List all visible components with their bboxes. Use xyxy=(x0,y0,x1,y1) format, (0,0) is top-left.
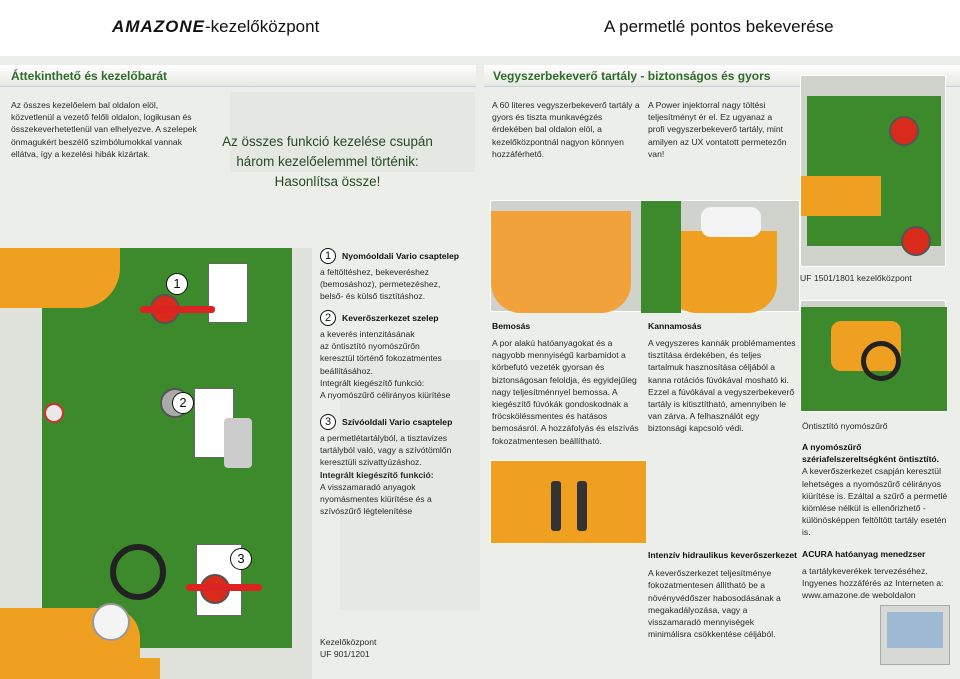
hydraulic-title: Intenzív hidraulikus keverőszerkezet xyxy=(648,550,798,560)
item-3 xyxy=(320,414,490,517)
item-2-line: keresztül történő fokozatmentes xyxy=(320,353,442,364)
item-2-line: beállításához. xyxy=(320,365,374,376)
photo-caption-line-1: Kezelőközpont xyxy=(320,637,377,647)
item-1-number: 1 xyxy=(320,248,336,264)
slogan-line-1: Az összes funkció kezelése csupán xyxy=(222,134,433,149)
item-3-line: nyomásmentes kiürítése és a xyxy=(320,494,432,505)
bemosas-title: Bemosás xyxy=(492,321,531,331)
item-2 xyxy=(320,310,490,401)
uf-caption: UF 1501/1801 kezelőközpont xyxy=(800,273,912,283)
acura-title: ACURA hatóanyag menedzser xyxy=(802,549,926,559)
item-3-extra-title: Integrált kiegészítő funkció: xyxy=(320,469,434,480)
item-2-line: az öntisztító nyomószűrőn xyxy=(320,341,420,352)
hydraulic-text: A keverőszerkezet teljesítménye fokozatmentesen állítható be a növényvédőszer habosodásának a megakadályozása, vagy a visszamaradó mennyiségek minimálisra csökkentése céljából. xyxy=(648,568,781,640)
mixer-tank-text: A 60 literes vegyszerbekeverő tartály a gyors és tiszta munkavégzés érdekében bal oldalon elöl, a kezelőközpontnál nagyon könnyen hozzáférhető. xyxy=(492,100,640,159)
item-3-line: szívószűrő légtelenítése xyxy=(320,506,413,517)
computer-monitor xyxy=(880,605,950,665)
slogan xyxy=(200,132,455,192)
item-2-line: A nyomószűrő célirányos kiürítése xyxy=(320,390,451,401)
item-1 xyxy=(320,248,490,303)
left-section-band xyxy=(0,65,476,87)
gloved-hand xyxy=(701,207,761,237)
kannamosas-block xyxy=(648,321,798,435)
item-1-body xyxy=(320,266,490,303)
item-2-line: Integrált kiegészítő funkció: xyxy=(320,377,425,388)
right-section-title: Vegyszerbekeverő tartály - biztonságos és gyors xyxy=(493,69,771,83)
intro-text: Az összes kezelőelem bal oldalon elöl, közvetlenül a vezető felőli oldalon, logikusan és összekeverhetetlenül van elhelyezve. A szelepek önmagukért beszélő szimbólumokkal vannak ellátva, így a kezelési hibák kizártak. xyxy=(11,100,197,159)
uf-valve-1 xyxy=(889,116,919,146)
power-injector-text: A Power injektorral nagy töltési teljesítményt ér el. Ez ugyanaz a profi vegyszerbekeverő tartály, mint amilyen az UX vontatott permetezőn van! xyxy=(648,100,787,159)
item-3-line: A visszamaradó anyagok xyxy=(320,481,416,492)
wheel xyxy=(92,603,130,641)
item-3-title: Szívóoldali Vario csaptelep xyxy=(342,417,453,427)
item-3-line: tartályból való, vagy a szívótömlőn xyxy=(320,445,452,456)
filter-photo xyxy=(800,300,946,412)
filter-caption: Öntisztító nyomószűrő xyxy=(802,421,888,431)
filter-text: A keverőszerkezet csapján keresztül lehetséges a nyomószűrő célirányos kiürítése is. Ezáltal a szűrő a permetlé kiömlése nélkül is ellenőrizhető - különösképpen feltöltött tartály esetén is. xyxy=(802,466,948,538)
hydraulic-photo xyxy=(490,460,645,542)
filter-block xyxy=(802,441,952,539)
filter-cap xyxy=(224,418,252,468)
item-1-line: belső- és külső tisztításhoz. xyxy=(320,291,426,302)
item-3-line: a permetlétartályból, a tisztavizes xyxy=(320,433,448,443)
brand-title xyxy=(112,17,319,37)
monitor-screen xyxy=(887,612,943,648)
kannamosas-title: Kannamosás xyxy=(648,321,702,331)
bemosas-text: A por alakú hatóanyagokat és a nagyobb mennyiségű karbamidot a körbefutó vezeték gyorsan és biztonságosan feloldja, és egyidejűleg nagy teljesítménnyel bemossa. A kiegészítő fúvókák gondoskodnak a fröcsköléssmentes és hatásos bemosásról. A hozzáfolyás és elszívás fokozatmentesen beállítható. xyxy=(492,338,639,446)
mixer-frame xyxy=(641,201,681,313)
marker-1: 1 xyxy=(166,273,188,295)
valve-label-plate-1 xyxy=(208,263,248,323)
mixer-tank-open xyxy=(491,211,631,313)
uf-machine-photo xyxy=(800,75,946,267)
item-2-number: 2 xyxy=(320,310,336,326)
bemosas-block xyxy=(492,321,642,447)
valve-1-handle[interactable] xyxy=(140,306,215,313)
mixer-nozzle xyxy=(551,481,561,531)
slogan-line-2: három kezelőelemmel történik: xyxy=(236,154,419,169)
marker-3: 3 xyxy=(230,548,252,570)
hydraulic-block xyxy=(648,549,798,640)
item-1-line: (bemosáshoz), permetezéshez, xyxy=(320,279,441,290)
photo-caption xyxy=(320,636,440,660)
item-3-line: keresztüli szivattyúzáshoz. xyxy=(320,457,422,468)
filter-hose xyxy=(861,341,901,381)
item-3-number: 3 xyxy=(320,414,336,430)
uf-orange-tank xyxy=(801,176,881,216)
slogan-line-3: Hasonlítsa össze! xyxy=(274,174,381,189)
uf-valve-2 xyxy=(901,226,931,256)
tank-interior xyxy=(491,461,646,543)
brand-suffix: -kezelőközpont xyxy=(204,17,320,36)
amazone-logo: AMAZONE xyxy=(112,17,205,36)
mixer-nozzle xyxy=(577,481,587,531)
left-section-title: Áttekinthető és kezelőbarát xyxy=(11,69,168,83)
control-center-photo xyxy=(0,248,312,679)
marker-2: 2 xyxy=(172,392,194,414)
mixer-photo xyxy=(490,200,800,312)
page-title: A permetlé pontos bekeverése xyxy=(604,17,834,36)
acura-text: a tartálykeverékek tervezéséhez. Ingyenes hozzáférés az Interneten a: www.amazone.de weboldalon xyxy=(802,566,944,601)
filter-title: A nyomószűrő szériafelszereltségként öntisztító. xyxy=(802,442,940,465)
orange-tank-top xyxy=(0,248,120,308)
kannamosas-text: A vegyszeres kannák problémamentes tisztítása érdekében, és teljes tartalmuk hasznosítása céljából a kanna rotációs fúvókával mosható ki. Ezzel a fúvókával a vegyszerbekeverő tartály is kitisztítható, amennyiben le van zárva. A felhasználót egy biztonsági kapcsoló védi. xyxy=(648,338,796,434)
hose xyxy=(110,544,166,600)
item-2-body xyxy=(320,328,490,401)
item-2-line: a keverés intenzitásának xyxy=(320,329,415,339)
uf-green-panel xyxy=(807,96,941,246)
valve-3-handle[interactable] xyxy=(186,584,262,591)
item-1-line: a feltöltéshez, bekeveréshez xyxy=(320,267,429,277)
tap-valve[interactable] xyxy=(44,403,64,423)
mixer-tank-powder xyxy=(667,231,777,313)
item-3-body xyxy=(320,432,490,517)
acura-block xyxy=(802,549,952,602)
photo-caption-line-2: UF 901/1201 xyxy=(320,649,370,660)
item-1-title: Nyomóoldali Vario csaptelep xyxy=(342,251,460,261)
item-2-title: Keverőszerkezet szelep xyxy=(342,313,439,323)
